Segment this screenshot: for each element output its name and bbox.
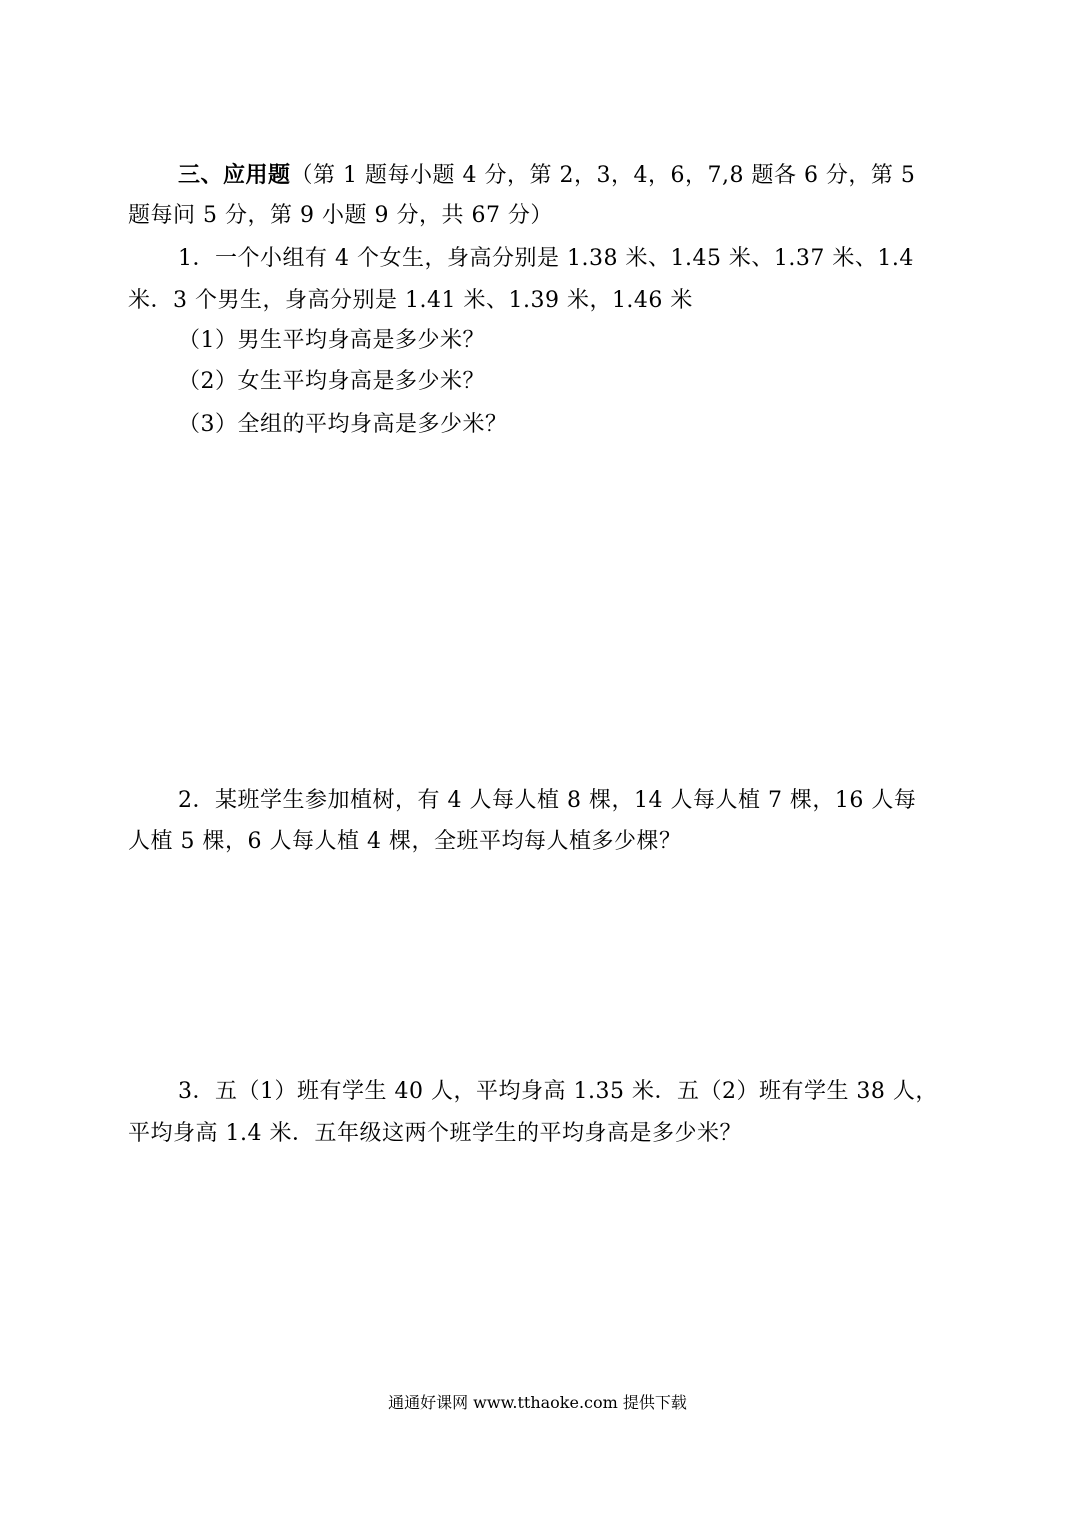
question-1-sub-3: （3）全组的平均身高是多少米？ <box>178 412 508 437</box>
question-1-line-1: 1．一个小组有 4 个女生，身高分别是 1.38 米、1.45 米、1.37 米、1.4 <box>178 246 914 271</box>
question-1-line-2: 米．3 个男生，身高分别是 1.41 米、1.39 米，1.46 米 <box>128 288 693 313</box>
question-2-line-2: 人植 5 棵，6 人每人植 4 棵，全班平均每人植多少棵？ <box>128 829 682 854</box>
section-heading-line-1 <box>178 160 915 191</box>
question-2-line-1: 2．某班学生参加植树，有 4 人每人植 8 棵，14 人每人植 7 棵，16 人每 <box>178 788 917 813</box>
question-3-line-1: 3．五（1）班有学生 40 人，平均身高 1.35 米．五（2）班有学生 38 人， <box>178 1079 938 1104</box>
section-note-line-2: 题每问 5 分，第 9 小题 9 分，共 67 分） <box>128 203 553 228</box>
question-1-sub-1: （1）男生平均身高是多少米？ <box>178 328 485 353</box>
section-title: 三、应用题 <box>178 162 291 188</box>
section-note-line-1: （第 1 题每小题 4 分，第 2，3，4，6，7,8 题各 6 分，第 5 <box>290 163 916 188</box>
question-3-line-2: 平均身高 1.4 米．五年级这两个班学生的平均身高是多少米？ <box>128 1121 742 1146</box>
question-1-sub-2: （2）女生平均身高是多少米？ <box>178 369 485 394</box>
page-footer: 通通好课网 www.tthaoke.com 提供下载 <box>388 1393 687 1412</box>
